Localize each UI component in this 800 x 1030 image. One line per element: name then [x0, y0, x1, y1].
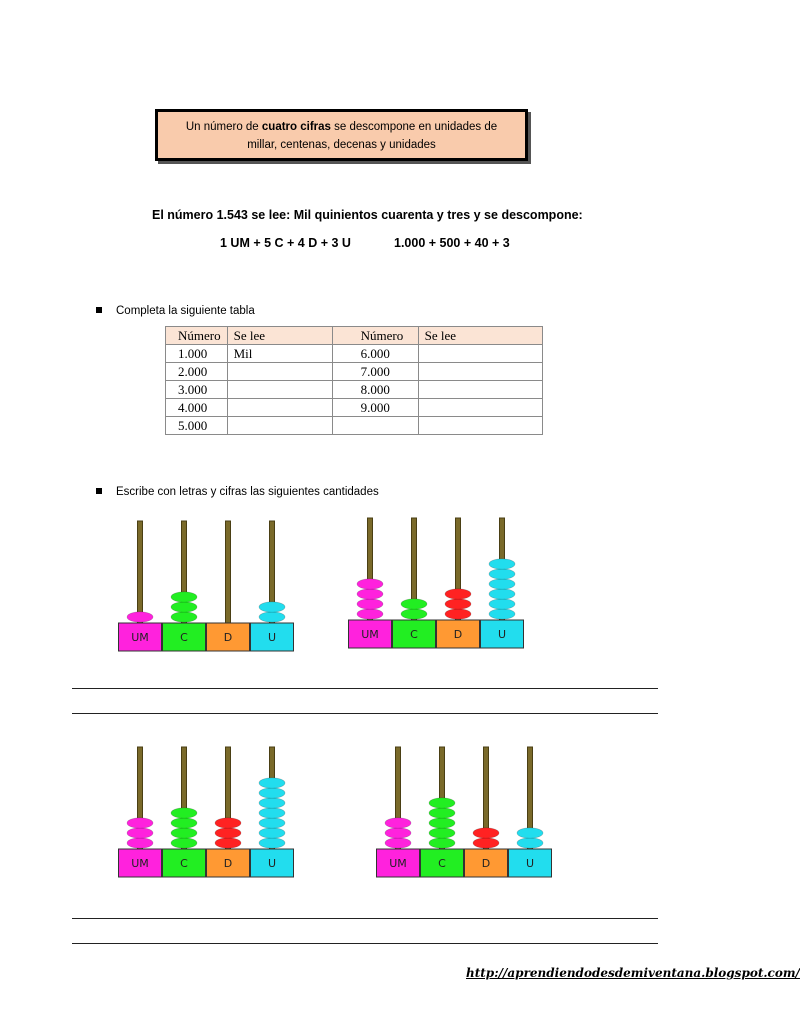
table-cell: 3.000 [166, 381, 228, 399]
abacus-label: C [180, 631, 188, 644]
answer-line[interactable] [72, 943, 658, 944]
abacus-bead [127, 818, 153, 828]
abacus-label: U [525, 857, 535, 870]
table-cell: 2.000 [166, 363, 228, 381]
abacus-bead [171, 808, 197, 818]
bullet-square-icon [96, 488, 102, 494]
table-cell[interactable] [418, 399, 542, 417]
info-line-1: Un número de cuatro cifras se descompone en unidades de [185, 121, 498, 133]
abacus-bead [259, 838, 285, 848]
abacus-label: UM [389, 857, 407, 870]
answer-line[interactable] [72, 688, 658, 689]
abacus-bead [473, 838, 499, 848]
table-header-row [166, 327, 543, 345]
exercise2-instruction: Escribe con letras y cifras las siguientes cantidades [96, 486, 379, 498]
abacus-bead [429, 798, 455, 808]
table-cell: 4.000 [166, 399, 228, 417]
table-row [166, 417, 543, 435]
abacus-label: D [481, 857, 491, 870]
table-cell[interactable] [227, 417, 332, 435]
table-cell: 8.000 [332, 381, 418, 399]
table-cell[interactable] [418, 381, 542, 399]
table-row [166, 363, 543, 381]
table-cell[interactable] [418, 363, 542, 381]
abacus-bead [171, 838, 197, 848]
abacus-bead [259, 828, 285, 838]
table-header: Se lee [227, 327, 332, 345]
numbers-table [165, 326, 543, 435]
abacus-bead [259, 778, 285, 788]
abacus-bead [489, 559, 515, 569]
table-cell[interactable] [227, 399, 332, 417]
abacus-1 [118, 517, 294, 655]
table-header: Número [166, 327, 228, 345]
abacus-bead [357, 589, 383, 599]
abacus-bead [215, 828, 241, 838]
abacus-bead [429, 818, 455, 828]
abacus-bead [489, 569, 515, 579]
abacus-bead [215, 818, 241, 828]
footer-url[interactable]: http://aprendiendodesdemiventana.blogspot.com/ [466, 966, 800, 980]
abacus-bead [429, 808, 455, 818]
abacus-rod [138, 521, 143, 623]
abacus-bead [473, 828, 499, 838]
table-row [166, 399, 543, 417]
abacus-label: C [410, 628, 418, 641]
abacus-bead [259, 798, 285, 808]
bullet-square-icon [96, 307, 102, 313]
abacus-bead [401, 609, 427, 619]
table-row [166, 381, 543, 399]
abacus-label: UM [361, 628, 379, 641]
info-line-2: millar, centenas, decenas y unidades [247, 139, 436, 151]
abacus-bead [385, 828, 411, 838]
table-row [166, 345, 543, 363]
abacus-bead [259, 602, 285, 612]
abacus-bead [127, 838, 153, 848]
abacus-bead [127, 612, 153, 622]
abacus-bead [489, 589, 515, 599]
abacus-bead [357, 579, 383, 589]
exercise1-instruction: Completa la siguiente tabla [96, 305, 255, 317]
abacus-bead [429, 838, 455, 848]
abacus-bead [215, 838, 241, 848]
abacus-bead [517, 828, 543, 838]
abacus-bead [357, 599, 383, 609]
info-box [155, 109, 528, 161]
example-statement: El número 1.543 se lee: Mil quinientos cuarenta y tres y se descompone: [152, 208, 583, 222]
abacus-bead [357, 609, 383, 619]
answer-line[interactable] [72, 713, 658, 714]
table-header: Número [332, 327, 418, 345]
abacus-bead [171, 612, 197, 622]
table-cell: 5.000 [166, 417, 228, 435]
abacus-label: UM [131, 631, 149, 644]
abacus-bead [385, 838, 411, 848]
abacus-bead [429, 828, 455, 838]
abacus-bead [259, 612, 285, 622]
abacus-label: C [438, 857, 446, 870]
table-cell[interactable] [418, 417, 542, 435]
decomposition-values: 1.000 + 500 + 40 + 3 [394, 236, 510, 250]
decomposition-units: 1 UM + 5 C + 4 D + 3 U [220, 236, 351, 250]
abacus-bead [171, 818, 197, 828]
abacus-bead [489, 599, 515, 609]
abacus-label: D [453, 628, 463, 641]
abacus-bead [171, 828, 197, 838]
table-cell[interactable]: Mil [227, 345, 332, 363]
abacus-bead [259, 808, 285, 818]
abacus-bead [445, 609, 471, 619]
abacus-label: U [267, 857, 277, 870]
abacus-bead [445, 589, 471, 599]
abacus-bead [385, 818, 411, 828]
table-cell[interactable] [332, 417, 418, 435]
abacus-label: C [180, 857, 188, 870]
answer-line[interactable] [72, 918, 658, 919]
table-cell[interactable] [227, 363, 332, 381]
abacus-label: D [223, 857, 233, 870]
abacus-3 [118, 743, 294, 881]
abacus-bead [489, 579, 515, 589]
abacus-bead [171, 592, 197, 602]
abacus-bead [401, 599, 427, 609]
table-cell: 6.000 [332, 345, 418, 363]
abacus-label: D [223, 631, 233, 644]
abacus-bead [259, 818, 285, 828]
abacus-label: U [267, 631, 277, 644]
abacus-bead [517, 838, 543, 848]
table-cell: 1.000 [166, 345, 228, 363]
table-header: Se lee [418, 327, 542, 345]
abacus-bead [489, 609, 515, 619]
abacus-4 [376, 743, 552, 881]
table-cell[interactable] [227, 381, 332, 399]
abacus-bead [127, 828, 153, 838]
abacus-2 [348, 514, 524, 652]
table-cell[interactable] [418, 345, 542, 363]
table-cell: 7.000 [332, 363, 418, 381]
abacus-bead [445, 599, 471, 609]
abacus-bead [171, 602, 197, 612]
abacus-rod [226, 521, 231, 623]
abacus-label: U [497, 628, 507, 641]
abacus-label: UM [131, 857, 149, 870]
abacus-bead [259, 788, 285, 798]
table-cell: 9.000 [332, 399, 418, 417]
